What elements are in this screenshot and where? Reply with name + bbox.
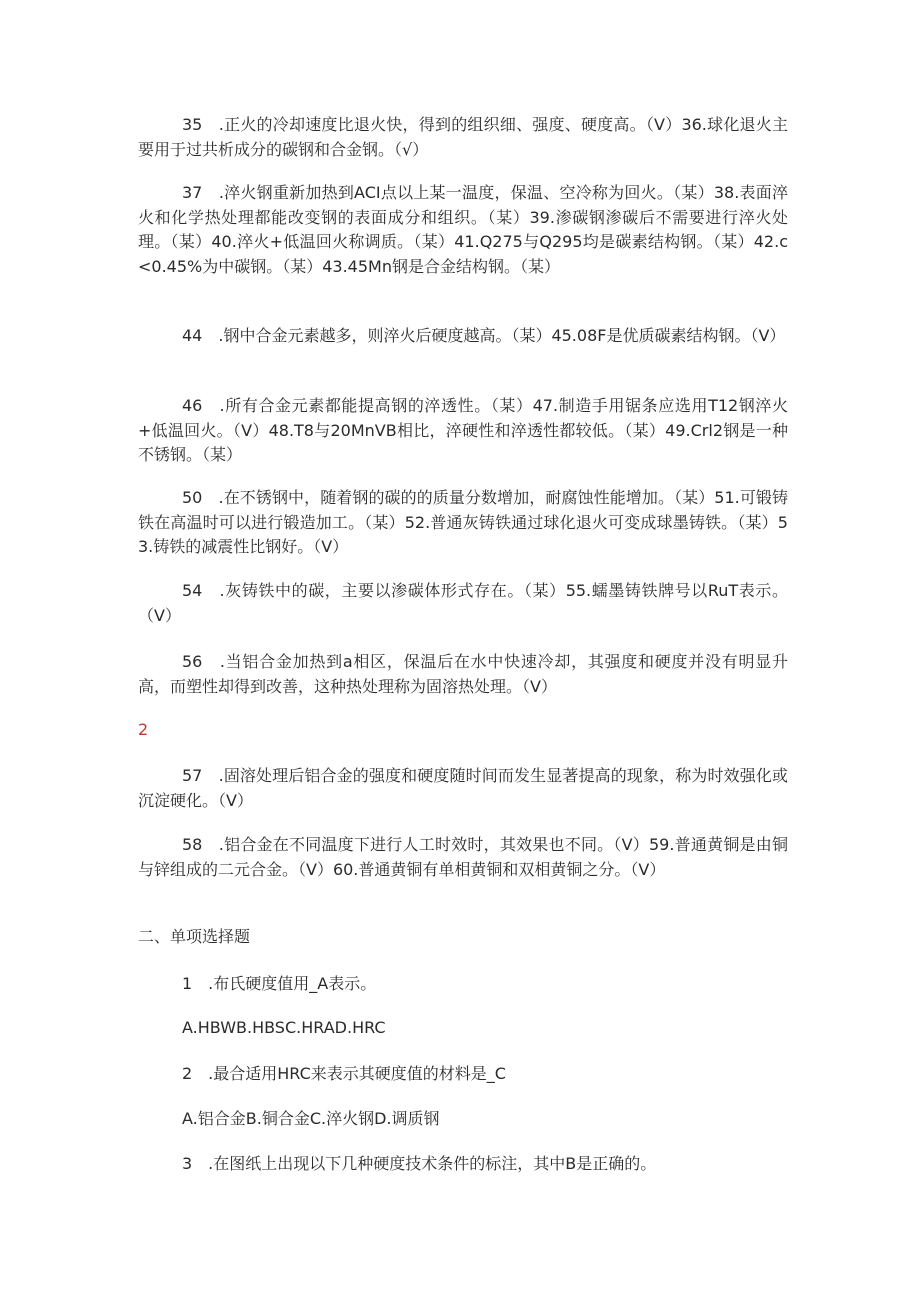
paragraph-57: 57 .固溶处理后铝合金的强度和硬度随时间而发生显著提高的现象，称为时效强化或沉淀硬化。（V） bbox=[138, 766, 788, 810]
paragraph-37-43: 37 .淬火钢重新加热到ACI点以上某一温度，保温、空冷称为回火。（某）38.表面淬火和化学热处理都能改变钢的表面成分和组织。（某）39.渗碳钢渗碳后不需要进行淬火处理。（某）40.淬火+低温回火称调质。（某）41.Q275与Q295均是碳素结构钢。（某）42.c<0.45%为中碳钢。（某）43.45Mn钢是合金结构钢。（某） bbox=[138, 183, 788, 276]
section-heading: 二、单项选择题 bbox=[138, 927, 251, 946]
question-2-options: A.铝合金B.铜合金C.淬火钢D.调质钢 bbox=[182, 1109, 440, 1128]
question-2: 2 .最合适用HRC来表示其硬度值的材料是_C bbox=[182, 1064, 506, 1083]
question-1: 1 .布氏硬度值用_A表示。 bbox=[182, 974, 377, 993]
paragraph-54-55: 54 .灰铸铁中的碳，主要以渗碳体形式存在。（某）55.蠕墨铸铁牌号以RuT表示。（V） bbox=[138, 581, 788, 625]
page-number: 2 bbox=[138, 720, 149, 739]
question-3: 3 .在图纸上出现以下几种硬度技术条件的标注，其中B是正确的。 bbox=[182, 1154, 657, 1173]
question-1-options: A.HBWB.HBSC.HRAD.HRC bbox=[182, 1018, 386, 1037]
paragraph-46-49: 46 .所有合金元素都能提高钢的淬透性。（某）47.制造手用锯条应选用T12钢淬火+低温回火。（V）48.T8与20MnVB相比，淬硬性和淬透性都较低。（某）49.Crl2钢是一种不锈钢。（某） bbox=[138, 396, 788, 464]
paragraph-35-36: 35 .正火的冷却速度比退火快，得到的组织细、强度、硬度高。（V）36.球化退火主要用于过共析成分的碳钢和合金钢。（√） bbox=[138, 115, 788, 159]
paragraph-44-45: 44 .钢中合金元素越多，则淬火后硬度越高。（某）45.08F是优质碳素结构钢。（V） bbox=[182, 326, 786, 345]
paragraph-50-53: 50 .在不锈钢中，随着钢的碳的的质量分数增加，耐腐蚀性能增加。（某）51.可锻铸铁在高温时可以进行锻造加工。（某）52.普通灰铸铁通过球化退火可变成球墨铸铁。（某）53.铸铁的减震性比钢好。（V） bbox=[138, 488, 788, 556]
paragraph-58-60: 58 .铝合金在不同温度下进行人工时效时，其效果也不同。（V）59.普通黄铜是由铜与锌组成的二元合金。（V）60.普通黄铜有单相黄铜和双相黄铜之分。（V） bbox=[138, 835, 788, 879]
paragraph-56: 56 .当铝合金加热到a相区，保温后在水中快速冷却，其强度和硬度并没有明显升高，而塑性却得到改善，这种热处理称为固溶热处理。（V） bbox=[138, 652, 788, 696]
